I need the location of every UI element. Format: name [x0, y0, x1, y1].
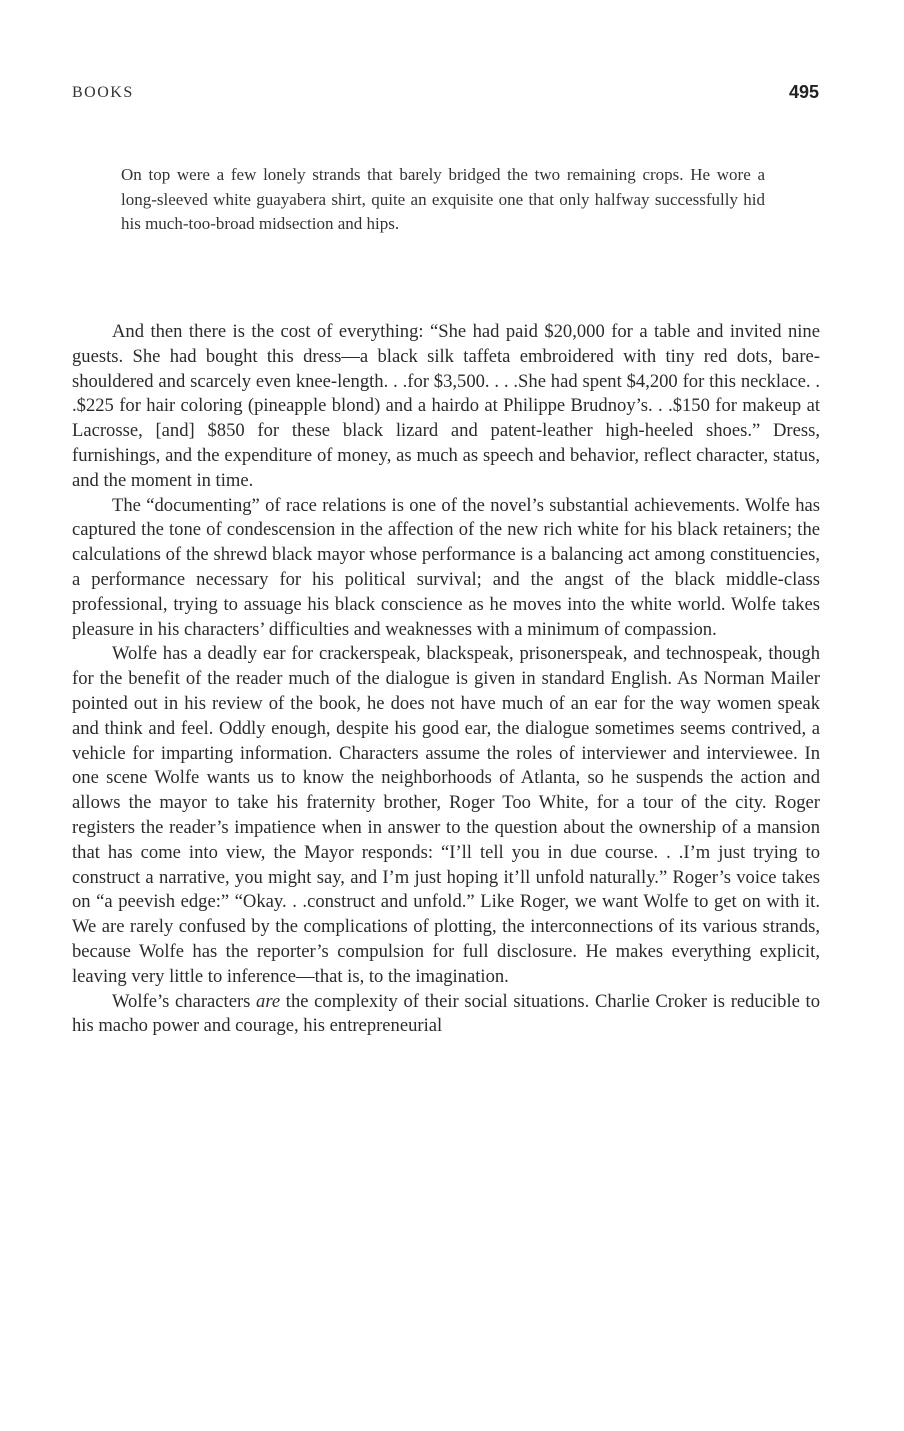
paragraph-2: The “documenting” of race relations is one of the novel’s substantial achievements. Wolfe has captured the tone of condescension in the affection of the new rich white for his black retainers; the calculations of the shrewd black mayor whose performance is a balancing act among constituencies, a performance necessary for his political survival; and the angst of the black middle-class professional, trying to assuage his black conscience as he moves into the white world. Wolfe takes pleasure in his characters’ difficulties and weaknesses with a minimum of compassion. — [72, 494, 820, 640]
paragraph-4-emphasis: are — [256, 990, 281, 1012]
paragraph-1: And then there is the cost of everything: “She had paid $20,000 for a table and invited nine guests. She had bought this dress—a black silk taffeta embroidered with tiny red dots, bare-shouldered and scarcely even knee-length. . .for $3,500. . . .She had spent $4,200 for this necklace. . .$225 for hair coloring (pineapple blond) and a hairdo at Philippe Brudnoy’s. . .$150 for makeup at Lacrosse, [and] $850 for these black lizard and patent-leather high-heeled shoes.” Dress, furnishings, and the expenditure of money, as much as speech and behavior, reflect character, status, and the moment in time. — [72, 321, 820, 491]
running-head — [72, 84, 819, 108]
section-title: BOOKS — [72, 84, 134, 101]
page-number: 495 — [788, 82, 819, 102]
body-text — [72, 320, 820, 1039]
paragraph-4 — [72, 990, 820, 1040]
paragraph-4-start: Wolfe’s characters — [112, 990, 257, 1012]
paragraph-3: Wolfe has a deadly ear for crackerspeak, blackspeak, prisonerspeak, and technospeak, though for the benefit of the reader much of the dialogue is given in standard English. As Norman Mailer pointed out in his review of the book, he does not have much of an ear for the way women speak and think and feel. Oddly enough, despite his good ear, the dialogue sometimes seems contrived, a vehicle for imparting information. Characters assume the roles of interviewer and interviewee. In one scene Wolfe wants us to know the neighborhoods of Atlanta, so he suspends the action and allows the mayor to take his fraternity brother, Roger Too White, for a tour of the city. Roger registers the reader’s impatience when in answer to the question about the ownership of a mansion that has come into view, the Mayor responds: “I’ll tell you in due course. . .I’m just trying to construct a narrative, you might say, and I’m just hoping it’ll unfold naturally.” Roger’s voice takes on “a peevish edge:” “Okay. . .construct and unfold.” Like Roger, we want Wolfe to get on with it. We are rarely confused by the complications of plotting, the interconnections of its various strands, because Wolfe has the reporter’s compulsion for full disclosure. He makes everything explicit, leaving very little to inference—that is, to the imagination. — [72, 643, 820, 987]
paragraph-4-end: the complexity of their social situations. Charlie Croker is reducible to his macho power and courage, his entrepreneurial — [72, 990, 820, 1037]
block-quote: On top were a few lonely strands that barely bridged the two remaining crops. He wore a long-sleeved white guayabera shirt, quite an exquisite one that only halfway successfully hid his much-too-broad midsection and hips. — [121, 165, 765, 233]
